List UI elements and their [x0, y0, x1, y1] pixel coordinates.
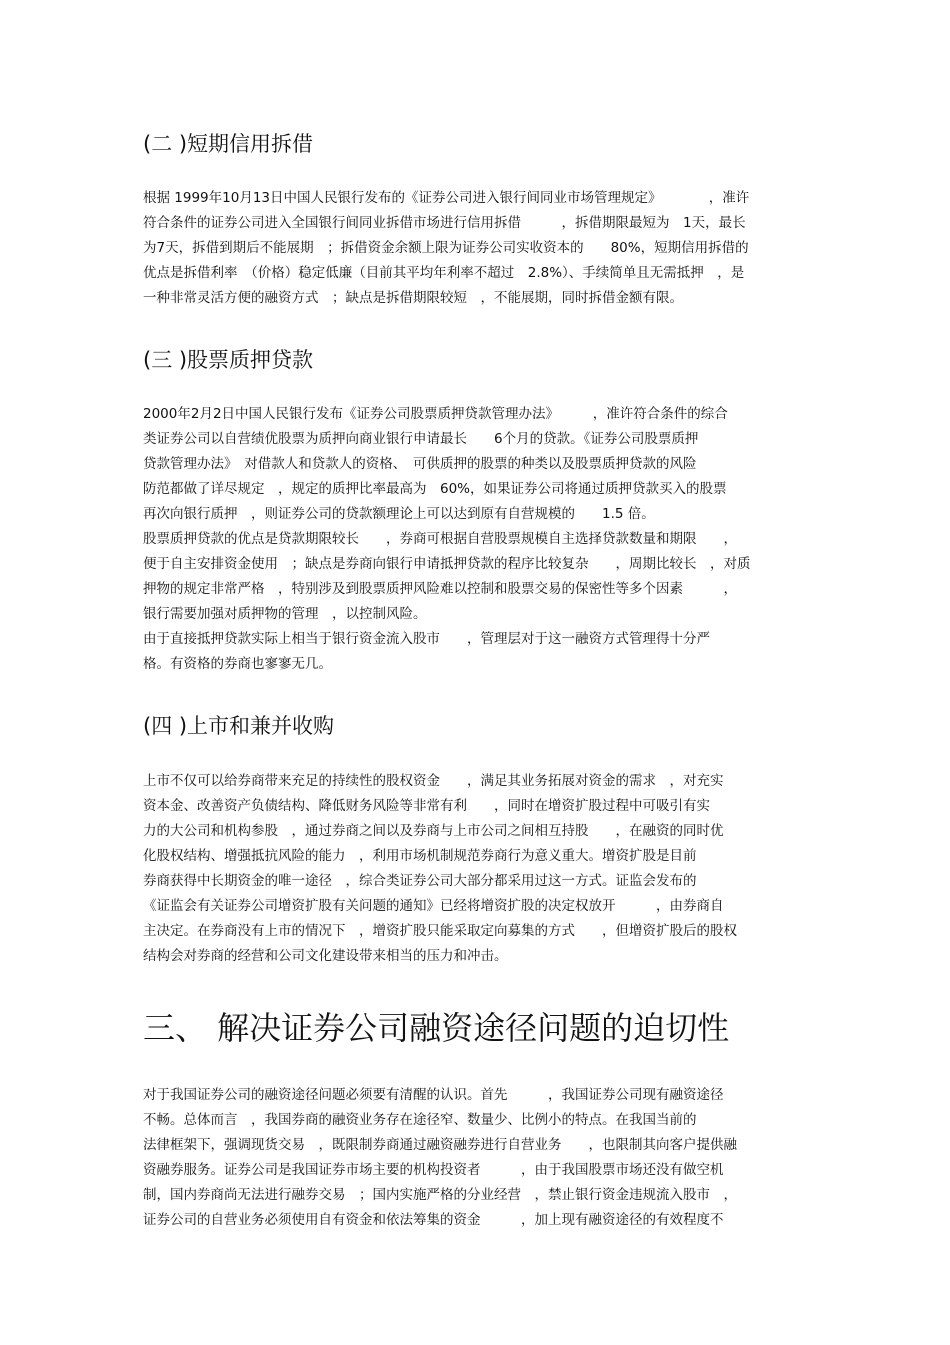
- section-heading-listing-and-mergers: (四 )上市和兼并收购: [143, 714, 335, 738]
- text-line: 优点是拆借利率 （价格）稳定低廉（目前其平均年利率不超过 2.8%）、手续简单且无需抵押 ，是: [143, 265, 745, 281]
- text-line: 便于自主安排资金使用 ；缺点是券商向银行申请抵押贷款的程序比较复杂 ，周期比较长 ，对质: [143, 556, 751, 572]
- text-line: 结构会对券商的经营和公司文化建设带来相当的压力和冲击。: [143, 948, 508, 964]
- section-heading-short-term-lending: (二 )短期信用拆借: [143, 132, 314, 156]
- text-line: 格。有资格的券商也寥寥无几。: [143, 656, 332, 672]
- text-line: 化股权结构、增强抵抗风险的能力 ，利用市场机制规范券商行为意义重大。增资扩股是目前: [143, 848, 697, 864]
- text-line: 力的大公司和机构参股 ，通过券商之间以及券商与上市公司之间相互持股 ，在融资的同时优: [143, 823, 724, 839]
- text-line: 类证券公司以自营绩优股票为质押向商业银行申请最长 6个月的贷款。《证券公司股票质押: [143, 431, 699, 447]
- text-line: 对于我国证券公司的融资途径问题必须要有清醒的认识。首先 ，我国证券公司现有融资途径: [143, 1087, 724, 1103]
- text-line: 防范都做了详尽规定 ，规定的质押比率最高为 60%，如果证券公司将通过质押贷款买入的股票: [143, 481, 727, 497]
- text-line: 银行需要加强对质押物的管理 ，以控制风险。: [143, 606, 427, 622]
- text-line: 根据 1999年10月13日中国人民银行发布的《证券公司进入银行间同业市场管理规定》 ，准许: [143, 190, 750, 206]
- text-line: 主决定。在券商没有上市的情况下 ，增资扩股只能采取定向募集的方式 ，但增资扩股后的股权: [143, 923, 737, 939]
- text-line: 再次向银行质押 ，则证券公司的贷款额理论上可以达到原有自营规模的 1.5 倍。: [143, 506, 655, 522]
- text-line: 股票质押贷款的优点是贷款期限较长 ，券商可根据自营股票规模自主选择贷款数量和期限 ，: [143, 531, 737, 547]
- text-line: 押物的规定非常严格 ，特别涉及到股票质押风险难以控制和股票交易的保密性等多个因素 ，: [143, 581, 737, 597]
- section-heading-stock-pledge-loan: (三 )股票质押贷款: [143, 348, 314, 372]
- text-line: 法律框架下，强调现货交易 ，既限制券商通过融资融券进行自营业务 ，也限制其向客户提供融: [143, 1137, 737, 1153]
- text-line: 资融券服务。证券公司是我国证券市场主要的机构投资者 ，由于我国股票市场还没有做空机: [143, 1162, 724, 1178]
- text-line: 券商获得中长期资金的唯一途径 ，综合类证券公司大部分都采用过这一方式。证监会发布的: [143, 873, 697, 889]
- paragraph-stock-pledge-loan: [143, 402, 813, 677]
- main-section-heading: 三、 解决证券公司融资途径问题的迫切性: [143, 1009, 730, 1047]
- text-line: 不畅。总体而言 ，我国券商的融资业务存在途径窄、数量少、比例小的特点。在我国当前的: [143, 1112, 697, 1128]
- text-line: 证券公司的自营业务必须使用自有资金和依法筹集的资金 ，加上现有融资途径的有效程度不: [143, 1212, 724, 1228]
- text-line: 资本金、改善资产负债结构、降低财务风险等非常有利 ，同时在增资扩股过程中可吸引有实: [143, 798, 710, 814]
- text-line: 一种非常灵活方便的融资方式 ；缺点是拆借期限较短 ，不能展期，同时拆借金额有限。: [143, 290, 683, 306]
- text-line: 2000年2月2日中国人民银行发布《证券公司股票质押贷款管理办法》 ，准许符合条件的综合: [143, 406, 728, 422]
- text-line: 为7天，拆借到期后不能展期 ；拆借资金余额上限为证券公司实收资本的 80%，短期信用拆借的: [143, 240, 749, 256]
- paragraph-listing-and-mergers: [143, 769, 813, 969]
- text-line: 制，国内券商尚无法进行融券交易 ；国内实施严格的分业经营 ，禁止银行资金违规流入股市 ，: [143, 1187, 737, 1203]
- text-line: 由于直接抵押贷款实际上相当于银行资金流入股市 ，管理层对于这一融资方式管理得十分严: [143, 631, 710, 647]
- text-line: 《证监会有关证券公司增资扩股有关问题的通知》已经将增资扩股的决定权放开 ，由券商自: [143, 898, 724, 914]
- paragraph-urgency: [143, 1083, 813, 1233]
- paragraph-short-term-lending: [143, 186, 813, 311]
- text-line: 符合条件的证券公司进入全国银行间同业拆借市场进行信用拆借 ，拆借期限最短为 1天，最长: [143, 215, 746, 231]
- text-line: 上市不仅可以给券商带来充足的持续性的股权资金 ，满足其业务拓展对资金的需求 ，对充实: [143, 773, 724, 789]
- text-line: 贷款管理办法》 对借款人和贷款人的资格、 可供质押的股票的种类以及股票质押贷款的风险: [143, 456, 697, 472]
